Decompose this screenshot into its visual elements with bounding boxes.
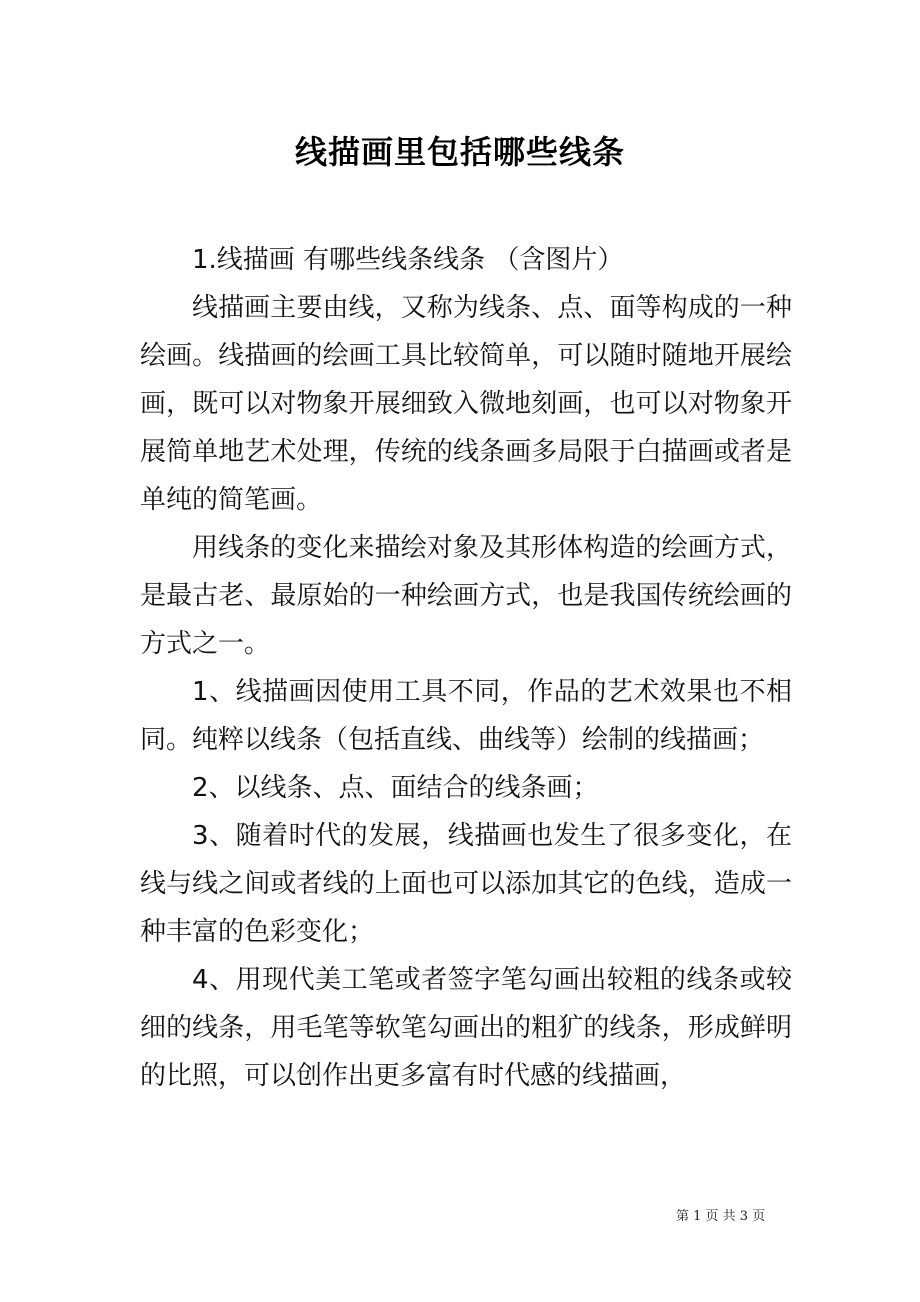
paragraph-5: 2、以线条、点、面结合的线条画； xyxy=(192,773,599,803)
paragraph-4: 1、线描画因使用工具不同，作品的艺术效果也不相同。纯粹以线条（包括直线、曲线等）绘制的线描画； xyxy=(140,677,792,755)
document-title: 线描画里包括哪些线条 xyxy=(294,133,625,171)
document-body xyxy=(140,236,792,1100)
paragraph-2: 线描画主要由线，又称为线条、点、面等构成的一种绘画。线描画的绘画工具比较简单，可以随时随地开展绘画，既可以对物象开展细致入微地刻画，也可以对物象开展简单地艺术处理，传统的线条画多局限于白描画或者是单纯的简笔画。 xyxy=(140,293,792,515)
page-number-footer: 第 1 页 共 3 页 xyxy=(676,1209,766,1224)
paragraph-3: 用线条的变化来描绘对象及其形体构造的绘画方式，是最古老、最原始的一种绘画方式，也是我国传统绘画的方式之一。 xyxy=(140,533,792,659)
paragraph-1: 1.线描画 有哪些线条线条 （含图片） xyxy=(192,245,624,275)
paragraph-6: 3、随着时代的发展，线描画也发生了很多变化，在线与线之间或者线的上面也可以添加其它的色线，造成一种丰富的色彩变化； xyxy=(140,821,792,947)
paragraph-7: 4、用现代美工笔或者签字笔勾画出较粗的线条或较细的线条，用毛笔等软笔勾画出的粗犷的线条，形成鲜明的比照，可以创作出更多富有时代感的线描画， xyxy=(140,965,792,1091)
